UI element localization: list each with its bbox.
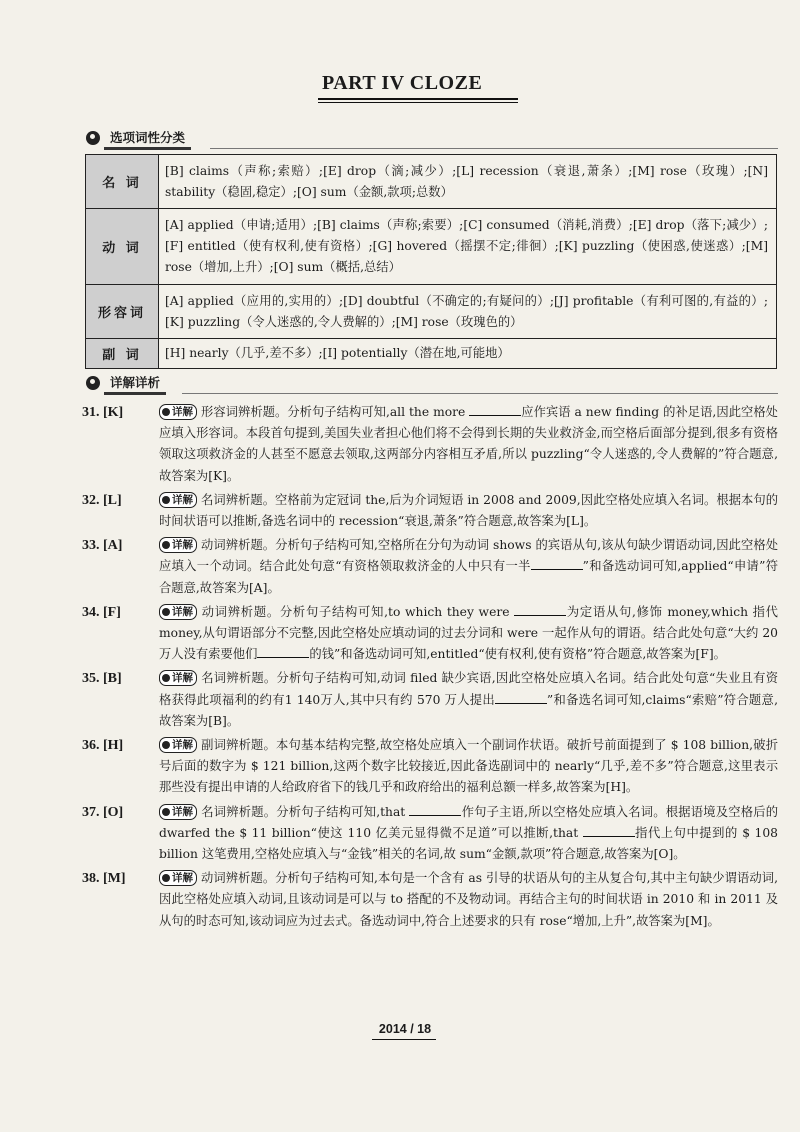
explanation-text: 副词辨析题。本句基本结构完整,故空格处应填入一个副词作状语。破折号前面提到了 $ 108 billion,破折号后面的数字为 $ 121 billion,这两个数字比较接近,因此备选副词中的 nearly“几乎,差不多”符合题意,这里表示那些没有提出申请的人给政府省下的钱几乎和政府给出的福利总额一样多,故答案为[H]。 xyxy=(159,738,778,795)
section-header-pos xyxy=(86,127,191,149)
pos-table xyxy=(85,154,777,369)
title-underline xyxy=(318,98,518,100)
section-divider xyxy=(182,393,778,394)
bullet-icon xyxy=(86,376,100,390)
explanation-text: 应作宾语 a new finding 的补足语,因此空格处应填入形容词。本段首句提到,美国失业者担心他们将不会得到长期的失业救济金,而空格后面部分提到,很多有资格领取这项救济金的人甚至不愿意去领取,这两部分内容相互矛盾,所以 puzzling“令人迷惑的,令人费解的”符合题意,故答案为[K]。 xyxy=(159,405,778,483)
table-row xyxy=(86,339,777,369)
section-title: 选项词性分类 xyxy=(104,127,191,150)
bullet-icon xyxy=(86,131,100,145)
detail-tag: 详解 xyxy=(159,870,197,886)
answer-number: 33. [A] xyxy=(82,538,123,554)
page-title: PART IV CLOZE xyxy=(322,72,483,94)
blank-line xyxy=(409,803,461,816)
list-item xyxy=(82,868,778,932)
explanation-text: 名词辨析题。分析句子结构可知,动词 filed 缺少宾语,因此空格处应填入名词。结合此处句意“失业且有资格获得此项福利的约有1 140万人,其中只有约 570 万人提出 xyxy=(159,671,778,707)
detail-tag: 详解 xyxy=(159,492,197,508)
list-item xyxy=(82,402,778,487)
detail-tag: 详解 xyxy=(159,737,197,753)
words-cell: [B] claims（声称;索赔）;[E] drop（滴;减少）;[L] recession（衰退,萧条）;[M] rose（玫瑰）;[N] stability（稳固,稳定）;[O] sum（金额,款项;总数） xyxy=(159,155,777,209)
table-row xyxy=(86,209,777,285)
title-underline-thin xyxy=(318,102,518,103)
blank-line xyxy=(469,403,521,416)
page-number: 2014 / 18 xyxy=(378,1022,432,1036)
explanation-text: 为定语从句,修饰 money,which 指代 money,从句谓语部分不完整,因此空格处应填动词的过去分词和 were 一起作从句的谓语。结合此处句意“大约 20 万人没有索要他们 xyxy=(159,604,778,662)
explanation-text: 名词辨析题。空格前为定冠词 the,后为介词短语 in 2008 and 2009,因此空格处应填入名词。根据本句的时间状语可以推断,备选名词中的 recession“衰退,萧条”符合题意,故答案为[L]。 xyxy=(159,492,778,529)
table-row xyxy=(86,155,777,209)
category-cell: 动 词 xyxy=(86,209,159,285)
explanation-text: 形容词辨析题。分析句子结构可知,all the more xyxy=(201,405,466,419)
blank-line xyxy=(495,691,547,704)
explanation-text: 动词辨析题。分析句子结构可知,空格所在分句为动词 shows 的宾语从句,该从句缺少谓语动词,因此空格处应填入一个动词。结合此处句意“有资格领取救济金的人中只有一半 xyxy=(159,538,778,574)
list-item xyxy=(82,668,778,732)
category-cell: 名 词 xyxy=(86,155,159,209)
explanation-text: 作句子主语,所以空格处应填入名词。根据语境及空格后的 dwarfed the $ 11 billion“使这 110 亿美元显得微不足道”可以推断,that xyxy=(159,804,778,840)
explanation-text: 动词辨析题。分析句子结构可知,to which they were xyxy=(201,604,510,619)
detail-tag: 详解 xyxy=(159,804,197,820)
explanation-text: ”和备选动词可知,applied“申请”符合题意,故答案为[A]。 xyxy=(159,559,779,595)
answer-number: 31. [K] xyxy=(82,405,124,420)
list-item xyxy=(82,802,778,866)
explanation-text: 指代上句中提到的 $ 108 billion 这笔费用,空格处应填入与“金钱”相关的名词,故 sum“金额,款项”符合题意,故答案为[O]。 xyxy=(159,825,778,862)
words-cell: [A] applied（申请;适用）;[B] claims（声称;索要）;[C] consumed（消耗,消费）;[E] drop（落下;减少）;[F] entitled（使有权利,使有资格）;[G] hovered（摇摆不定;徘徊）;[K] puzzling（使困惑,使迷惑）;[M] rose（增加,上升）;[O] sum（概括,总结） xyxy=(159,209,777,285)
table-row xyxy=(86,285,777,339)
list-item xyxy=(82,490,778,532)
section-title: 详解详析 xyxy=(104,372,166,395)
blank-line xyxy=(531,557,583,570)
detail-tag: 详解 xyxy=(159,404,197,420)
detail-tag: 详解 xyxy=(159,604,197,620)
answer-number: 32. [L] xyxy=(82,492,122,508)
blank-line xyxy=(583,824,635,837)
answer-number: 36. [H] xyxy=(82,738,124,754)
explanation-text: ”和备选名词可知,claims“索赔”符合题意,故答案为[B]。 xyxy=(159,692,778,728)
words-cell: [H] nearly（几乎,差不多）;[I] potentially（潜在地,可能地） xyxy=(159,339,777,369)
section-header-detail xyxy=(86,372,166,394)
list-item xyxy=(82,602,778,666)
words-cell: [A] applied（应用的,实用的）;[D] doubtful（不确定的;有疑问的）;[J] profitable（有利可图的,有益的）;[K] puzzling（令人迷惑的,令人费解的）;[M] rose（玫瑰色的） xyxy=(159,285,777,339)
answer-number: 34. [F] xyxy=(82,604,121,620)
list-item xyxy=(82,735,778,799)
explanation-text: 的钱”和备选动词可知,entitled“使有权利,使有资格”符合题意,故答案为[F]。 xyxy=(309,647,726,662)
section-divider xyxy=(210,148,778,149)
answer-list xyxy=(82,402,778,935)
explanation-text: 动词辨析题。分析句子结构可知,本句是一个含有 as 引导的状语从句的主从复合句,其中主句缺少谓语动词,因此空格处应填入动词,且该动词是可以与 to 搭配的不及物动词。再结合主句的时间状语 in 2010 和 in 2011 及从句的时态可知,该动词应为过去式。备选动词中,符合上述要求的只有 rose“增加,上升”,故答案为[M]。 xyxy=(159,871,778,928)
detail-tag: 详解 xyxy=(159,670,197,686)
answer-number: 35. [B] xyxy=(82,671,122,687)
answer-number: 38. [M] xyxy=(82,871,126,887)
category-cell: 副 词 xyxy=(86,339,159,369)
explanation-text: 名词辨析题。分析句子结构可知,that xyxy=(201,804,406,819)
category-cell: 形容词 xyxy=(86,285,159,339)
list-item xyxy=(82,535,778,599)
answer-number: 37. [O] xyxy=(82,804,124,820)
blank-line xyxy=(514,603,566,616)
detail-tag: 详解 xyxy=(159,537,197,553)
blank-line xyxy=(257,645,309,658)
page-number-underline xyxy=(372,1039,436,1040)
